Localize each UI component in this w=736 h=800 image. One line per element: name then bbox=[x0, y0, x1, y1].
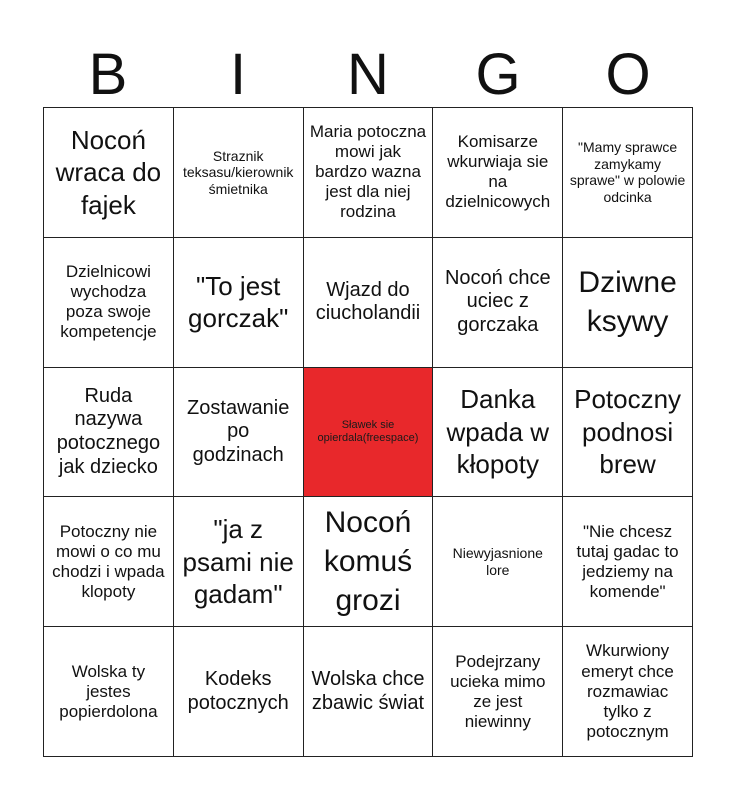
bingo-cell[interactable]: Straznik teksasu/kierownik śmietnika bbox=[174, 108, 304, 238]
header-letter-b: B bbox=[88, 42, 128, 107]
bingo-cell[interactable]: Dzielnicowi wychodza poza swoje kompetencje bbox=[44, 238, 174, 368]
bingo-cell[interactable]: "ja z psami nie gadam" bbox=[174, 497, 304, 627]
bingo-cell[interactable]: "Nie chcesz tutaj gadac to jedziemy na komende" bbox=[563, 497, 693, 627]
bingo-cell[interactable]: Wolska ty jestes popierdolona bbox=[44, 627, 174, 757]
bingo-cell[interactable]: Potoczny nie mowi o co mu chodzi i wpada klopoty bbox=[44, 497, 174, 627]
bingo-cell[interactable]: Ruda nazywa potocznego jak dziecko bbox=[44, 368, 174, 498]
bingo-cell[interactable]: Podejrzany ucieka mimo ze jest niewinny bbox=[433, 627, 563, 757]
bingo-grid bbox=[43, 107, 693, 757]
bingo-cell[interactable]: Danka wpada w kłopoty bbox=[433, 368, 563, 498]
bingo-cell[interactable]: "Mamy sprawce zamykamy sprawe" w polowie odcinka bbox=[563, 108, 693, 238]
bingo-cell[interactable]: Wkurwiony emeryt chce rozmawiac tylko z potocznym bbox=[563, 627, 693, 757]
bingo-cell[interactable]: "To jest gorczak" bbox=[174, 238, 304, 368]
bingo-cell[interactable]: Zostawanie po godzinach bbox=[174, 368, 304, 498]
bingo-cell[interactable]: Dziwne ksywy bbox=[563, 238, 693, 368]
bingo-cell[interactable]: Niewyjasnione lore bbox=[433, 497, 563, 627]
bingo-cell[interactable]: Wjazd do ciucholandii bbox=[304, 238, 434, 368]
bingo-cell[interactable]: Nocoń komuś grozi bbox=[304, 497, 434, 627]
bingo-cell[interactable]: Nocoń chce uciec z gorczaka bbox=[433, 238, 563, 368]
bingo-cell[interactable]: Kodeks potocznych bbox=[174, 627, 304, 757]
bingo-cell[interactable]: Wolska chce zbawic świat bbox=[304, 627, 434, 757]
header-letter-n: N bbox=[347, 42, 389, 107]
bingo-cell[interactable]: Komisarze wkurwiaja sie na dzielnicowych bbox=[433, 108, 563, 238]
header-letter-g: G bbox=[475, 42, 521, 107]
free-space-cell[interactable]: Sławek sie opierdala(freespace) bbox=[304, 368, 434, 498]
bingo-header bbox=[43, 42, 693, 108]
header-letter-i: I bbox=[229, 42, 247, 107]
bingo-cell[interactable]: Nocoń wraca do fajek bbox=[44, 108, 174, 238]
bingo-cell[interactable]: Potoczny podnosi brew bbox=[563, 368, 693, 498]
bingo-cell[interactable]: Maria potoczna mowi jak bardzo wazna jest dla niej rodzina bbox=[304, 108, 434, 238]
header-letter-o: O bbox=[605, 42, 651, 107]
